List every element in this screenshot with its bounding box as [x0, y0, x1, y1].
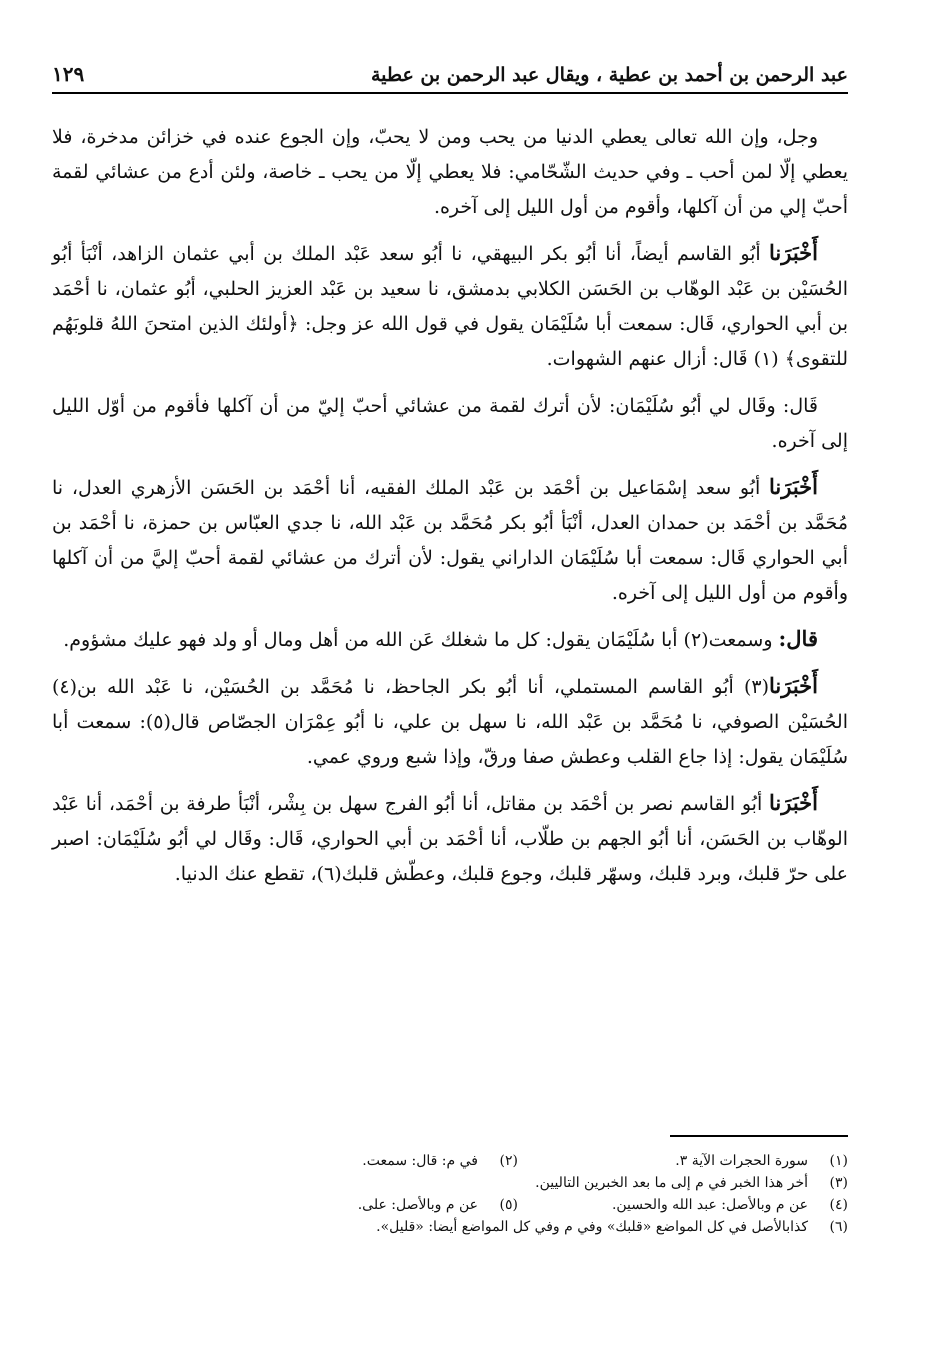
paragraph-lead: قال:: [778, 626, 818, 651]
footnote-row: [52, 1172, 848, 1194]
footnote-text: عن م وبالأصل: على.: [357, 1197, 478, 1213]
paragraph-text: قَال: وقَال لي أبُو سُلَيْمَان: لأن أترك لقمة من عشائي أحبّ إليّ من أن آكلها فأقوم من أوّل الليل إلى آخره.: [52, 395, 848, 452]
paragraph: [52, 118, 848, 225]
footnote-number: (٤): [829, 1197, 848, 1213]
footnote-row: [52, 1194, 848, 1216]
footnote-row: [52, 1216, 848, 1238]
paragraph-lead: أَخْبَرَنا: [769, 240, 818, 265]
paragraph: [52, 387, 848, 459]
paragraph: [52, 785, 848, 892]
paragraph-lead: أَخْبَرَنا: [769, 790, 818, 815]
paragraph-text: (٣) أبُو القاسم المستملي، أنا أبُو بكر الجاحظ، نا مُحَمَّد بن الحُسَيْن، نا عَبْد الله بن(٤) الحُسَيْن الصوفي، نا مُحَمَّد بن عَبْد الله، نا سهل بن علي، نا أبُو عِمْرَان الجصّاص قال(٥): سمعت أبا سُلَيْمَان يقول: إذا جاع القلب وعطش صفا ورقّ، وإذا شبع وروي عمي.: [52, 676, 848, 768]
footnote-row: [52, 1150, 848, 1172]
paragraph: [52, 469, 848, 611]
paragraph-text: وجل، وإن الله تعالى يعطي الدنيا من يحب ومن لا يحبّ، وإن الجوع عنده في خزائن مدخرة، فلا يعطي إلّا لمن أحب ـ وفي حديث الشّحّامي: فلا يعطي إلّا من يحب ـ خاصة، ولئن أدع من عشائي لقمة أحبّ إلي من أن آكلها، وأقوم من أول الليل إلى آخره.: [52, 126, 848, 218]
paragraph-lead: أَخْبَرَنا: [769, 673, 818, 698]
footnote-divider: [670, 1135, 848, 1137]
paragraph: [52, 235, 848, 377]
paragraph-text: وسمعت(٢) أبا سُلَيْمَان يقول: كل ما شغلك عَن الله من أهل ومال أو ولد فهو عليك مشؤوم.: [63, 629, 779, 651]
footnote-item: [535, 1172, 848, 1194]
footnote-text: سورة الحجرات الآية ٣.: [675, 1153, 808, 1169]
paragraph: [52, 621, 848, 658]
paragraph-text: أبُو القاسم نصر بن أحْمَد بن مقاتل، أنا أبُو الفرج سهل بن بِشْر، أنْبَأ طرفة بن أحْمَد، أنا عَبْد الوهّاب بن الحَسَن، أنا أبُو الجهم بن طلّاب، أنا أحْمَد بن أبي الحواري، قَال: وقَال لي أبُو سُلَيْمَان: اصبر على حرّ قلبك، وبرد قلبك، وسهّر قلبك، وجوع قلبك، وعطّش قلبك(٦)، تقطع عنك الدنيا.: [52, 793, 848, 885]
footnote-number: (١): [829, 1153, 848, 1169]
footnote-text: كذابالأصل في كل المواضع «قلبك» وفي م وفي كل المواضع أيضا: «قليل».: [376, 1219, 808, 1235]
page-header: [52, 58, 848, 94]
footnote-item: [518, 1150, 848, 1172]
page-number: ١٢٩: [52, 62, 85, 86]
footnote-item: [188, 1150, 518, 1172]
paragraph-text: أبُو القاسم أيضاً، أنا أبُو بكر البيهقي، نا أبُو سعد عَبْد الملك بن أبي عثمان الزاهد، أنْبَأ أبُو الحُسَيْن بن عَبْد الوهّاب بن الحَسَن الكلابي بدمشق، نا سعيد بن عَبْد العزيز الحلبي، أبُو عثمان، نا أحْمَد بن أبي الحواري، قَال: سمعت أبا سُلَيْمَان يقول في قول الله عز وجل: ﴿أولئك الذين امتحنَ اللهُ قلوبَهُم للتقوى﴾ (١) قَال: أزال عنهم الشهوات.: [52, 243, 848, 370]
footnote-text: في م: قال: سمعت.: [362, 1153, 478, 1169]
paragraph-lead: أَخْبَرَنا: [769, 474, 818, 499]
footnote-number: (٥): [499, 1197, 518, 1213]
footnote-text: عن م وبالأصل: عبد الله والحسين.: [611, 1197, 808, 1213]
running-title: عبد الرحمن بن أحمد بن عطية ، ويقال عبد الرحمن بن عطية: [370, 64, 848, 86]
footnote-item: [518, 1194, 848, 1216]
body-text: [52, 118, 848, 902]
footnote-item: [188, 1194, 518, 1216]
paragraph-text: أبُو سعد إسْمَاعيل بن أحْمَد بن عَبْد الملك الفقيه، أنا أحْمَد بن الحَسَن الأزهري العدل، نا مُحَمَّد بن أحْمَد بن حمدان العدل، أنْبَأ أبُو بكر مُحَمَّد بن عَبْد الله، نا جدي العبّاس بن حمزة، نا أحْمَد بن أبي الحواري قَال: سمعت أبا سُلَيْمَان الداراني يقول: لأن أترك من عشائي لقمة أحبّ إليَّ من أن آكلها وأقوم من أول الليل إلى آخره.: [52, 477, 848, 604]
footnote-number: (٣): [829, 1175, 848, 1191]
footnote-number: (٢): [499, 1153, 518, 1169]
footnote-item: [376, 1216, 848, 1238]
paragraph: [52, 668, 848, 775]
footnote-number: (٦): [829, 1219, 848, 1235]
footnote-text: أخر هذا الخبر في م إلى ما بعد الخبرين التاليين.: [535, 1175, 808, 1191]
footnotes: [52, 1150, 848, 1238]
